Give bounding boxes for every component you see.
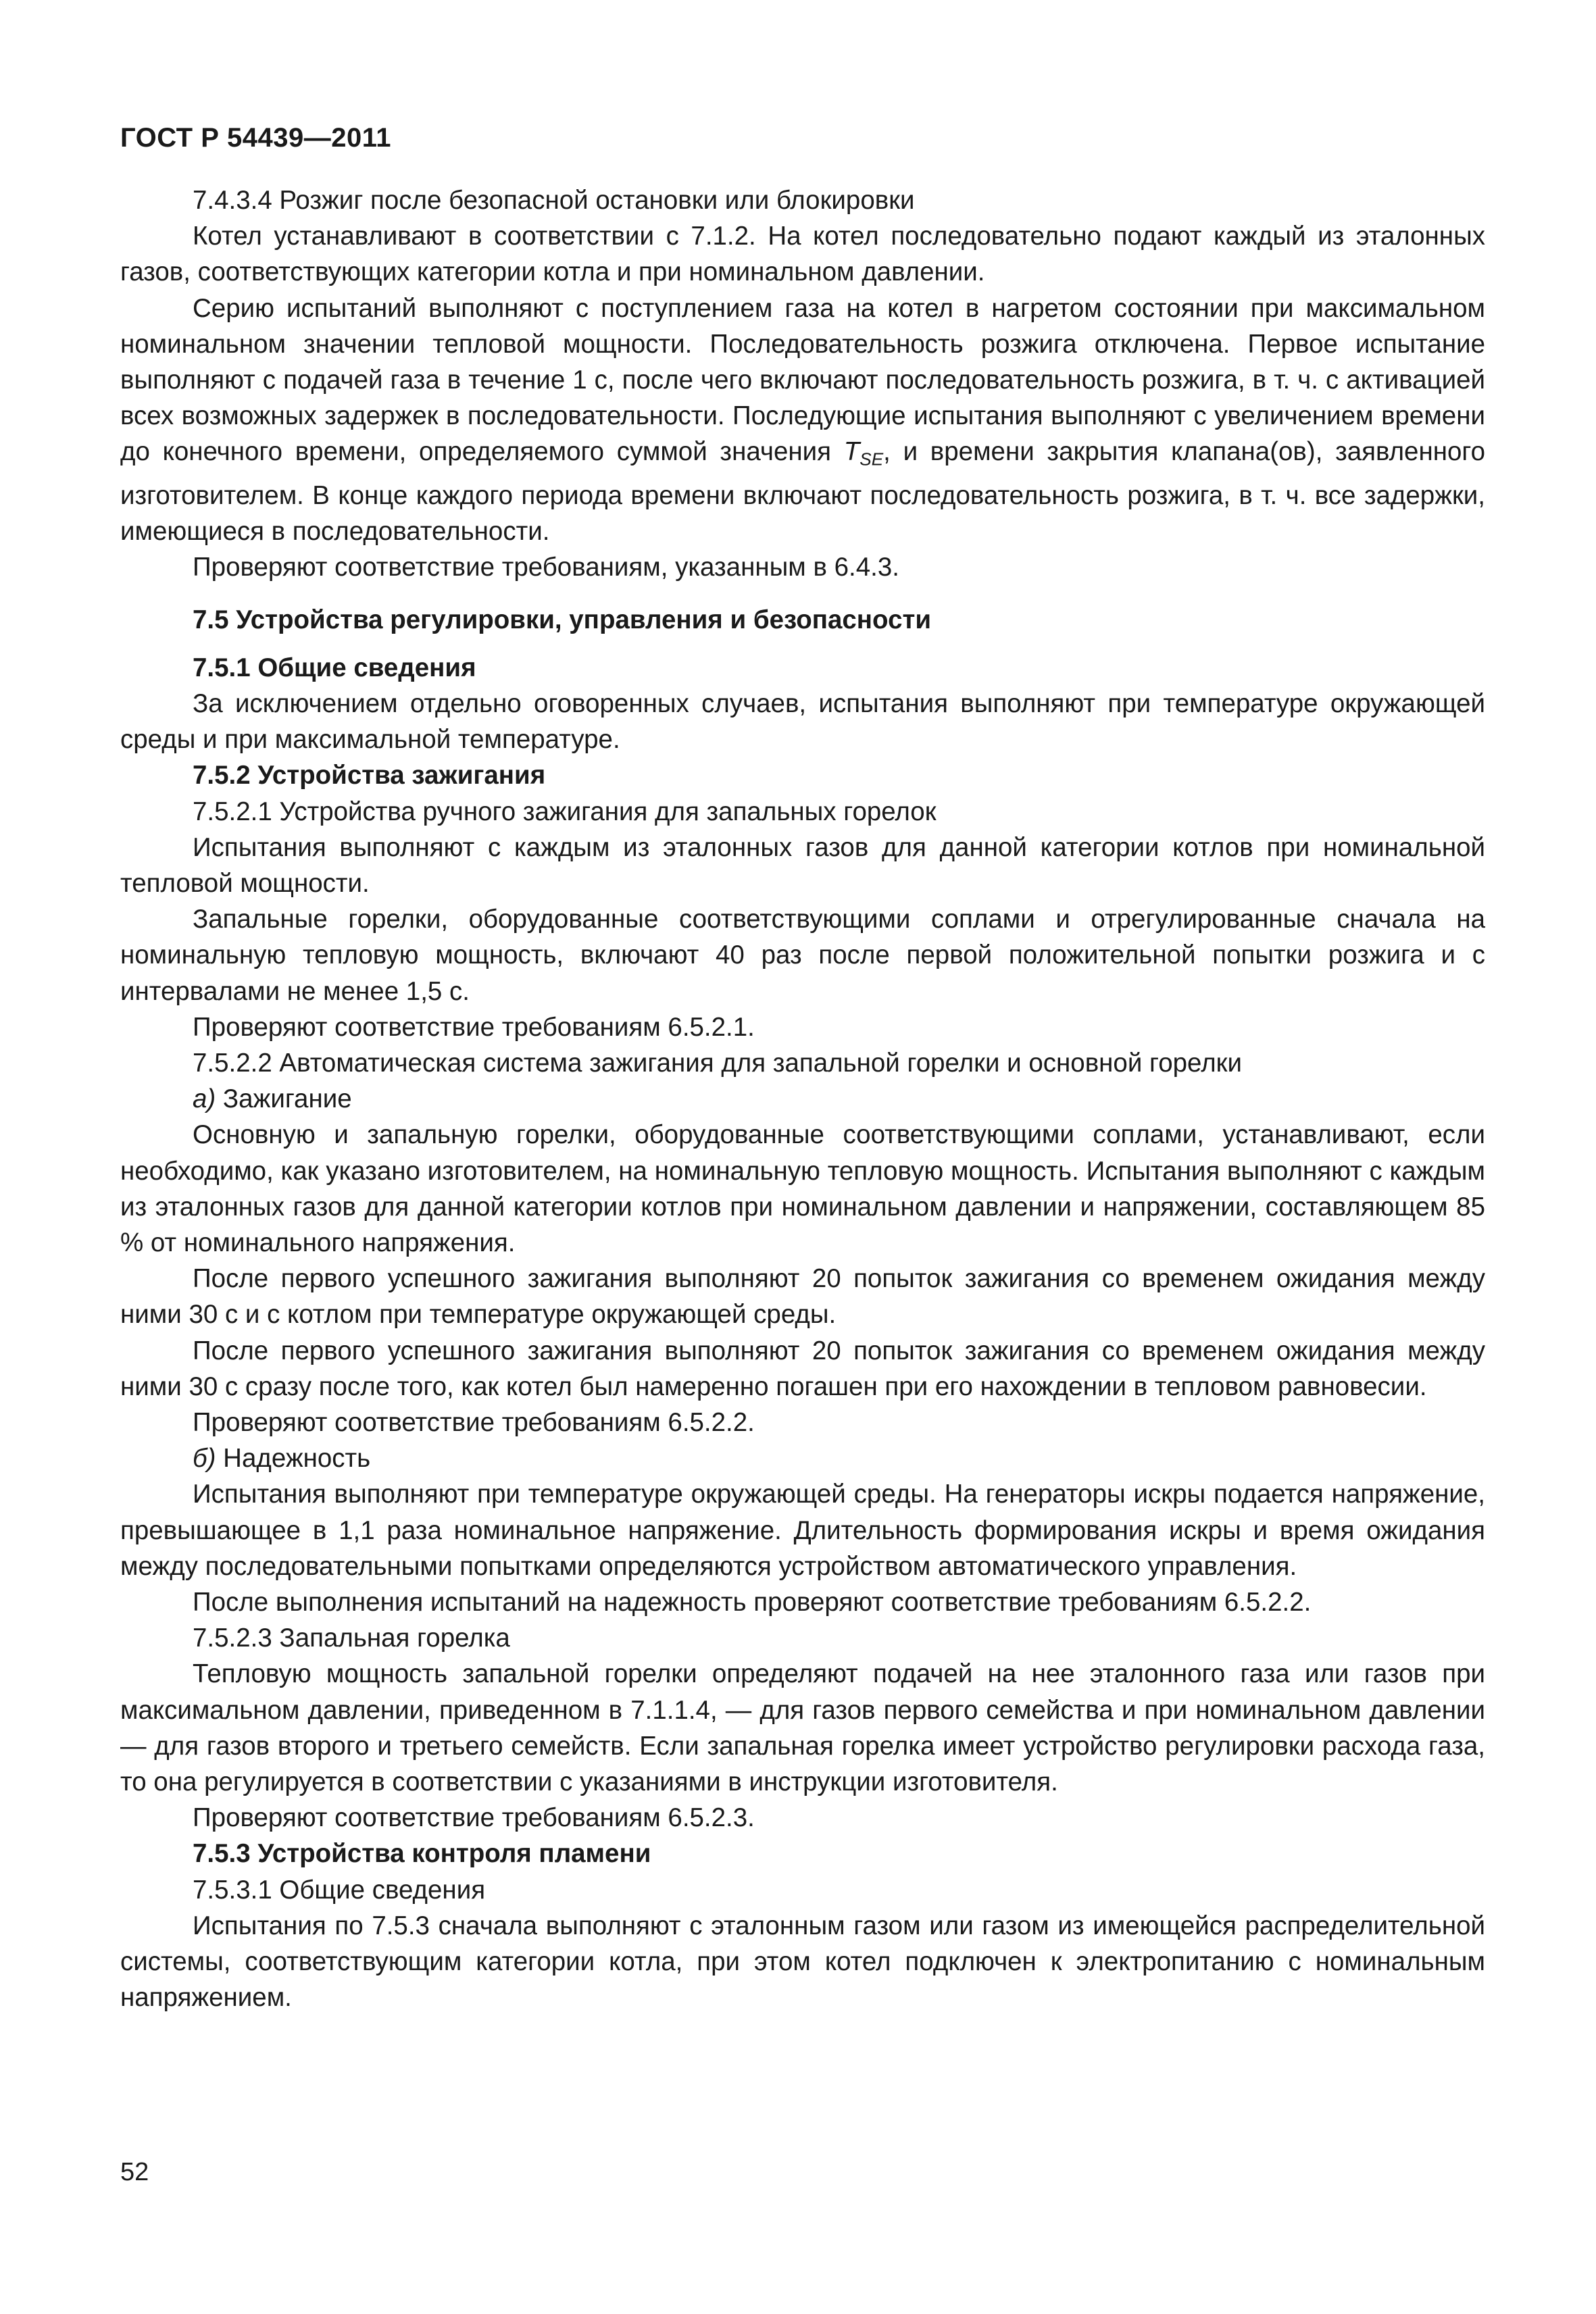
paragraph: Запальные горелки, оборудованные соответствующими соплами и отрегулированные сначала на номинальную тепловую мощность, включают 40 раз после первой положительной попытки розжига и с интервалами не менее 1,5 с.	[120, 905, 1485, 1006]
clause-7-4-3-4-title: 7.4.3.4 Розжиг после безопасной остановки или блокировки	[193, 186, 915, 215]
paragraph: После выполнения испытаний на надежность проверяют соответствие требованиям 6.5.2.2.	[193, 1588, 1312, 1617]
paragraph: Основную и запальную горелки, оборудованные соответствующими соплами, устанавливают, если необходимо, как указано изготовителем, на номинальную тепловую мощность. Испытания выполняют с каждым из эталонных газов для данной категории котлов при номинальном давлении и напряжении, составляющем 85 % от номинального напряжения.	[120, 1120, 1485, 1258]
section-7-5-1-heading: 7.5.1 Общие сведения	[193, 653, 476, 682]
clause-7-5-2-3-title: 7.5.2.3 Запальная горелка	[193, 1624, 510, 1653]
standard-header: ГОСТ Р 54439—2011	[120, 123, 391, 153]
section-7-5-2-heading: 7.5.2 Устройства зажигания	[193, 761, 546, 790]
paragraph: Испытания выполняют при температуре окружающей среды. На генераторы искры подается напряжение, превышающее в 1,1 раза номинальное напряжение. Длительность формирования искры и время ожидания между последовательными попытками определяются устройством автоматического управления.	[120, 1480, 1485, 1581]
page-number: 52	[120, 2158, 149, 2186]
list-item-reliability	[120, 1440, 1485, 1476]
paragraph: Испытания по 7.5.3 сначала выполняют с эталонным газом или газом из имеющейся распределительной системы, соответствующим категории котла, при этом котел подключен к электропитанию с номинальным напряжением.	[120, 1911, 1485, 2013]
paragraph: Котел устанавливают в соответствии с 7.1.2. На котел последовательно подают каждый из эталонных газов, соответствующих категории котла и при номинальном давлении.	[120, 222, 1485, 287]
paragraph: Проверяют соответствие требованиям, указанным в 6.4.3.	[193, 553, 899, 582]
document-page	[120, 122, 1485, 2015]
paragraph: Проверяют соответствие требованиям 6.5.2.3.	[193, 1803, 755, 1833]
paragraph: Проверяют соответствие требованиям 6.5.2.2.	[193, 1408, 755, 1438]
list-item-ignition	[120, 1081, 1485, 1117]
clause-7-5-2-2-title: 7.5.2.2 Автоматическая система зажигания для запальной горелки и основной горелки	[193, 1049, 1243, 1078]
clause-7-5-2-1-title: 7.5.2.1 Устройства ручного зажигания для запальных горелок	[193, 797, 937, 826]
clause-7-5-3-1-title: 7.5.3.1 Общие сведения	[193, 1875, 486, 1905]
list-marker: а)	[193, 1084, 216, 1114]
paragraph: Испытания выполняют с каждым из эталонных газов для данной категории котлов при номинальной тепловой мощности.	[120, 832, 1485, 898]
list-item-label: Надежность	[216, 1444, 371, 1474]
paragraph: За исключением отдельно оговоренных случаев, испытания выполняют при температуре окружающей среды и при максимальной температуре.	[120, 688, 1485, 755]
section-7-5-heading: 7.5 Устройства регулировки, управления и безопасности	[193, 605, 932, 634]
paragraph: Тепловую мощность запальной горелки определяют подачей на нее эталонного газа или газов при максимальном давлении, приведенном в 7.1.1.4, — для газов первого семейства и при номинальном давлении — для газов второго и третьего семейств. Если запальная горелка имеет устройство регулировки расхода газа, то она регулируется в соответствии с указаниями в инструкции изготовителя.	[120, 1659, 1485, 1797]
paragraph: Проверяют соответствие требованиям 6.5.2.1.	[193, 1012, 755, 1042]
list-item-label: Зажигание	[216, 1084, 352, 1114]
section-7-5-3-heading: 7.5.3 Устройства контроля пламени	[193, 1839, 651, 1869]
symbol-t: T	[843, 437, 860, 467]
paragraph-text: Серию испытаний выполняют с поступлением газа на котел в нагретом состоянии при максимальном номинальном значении тепловой мощности. Последовательность розжига отключена. Первое испытание выполняют с подачей газа в течение 1 с, после чего включают последовательность розжига, в т. ч. с активацией всех возможных задержек в последовательности. Последующие испытания выполняют с увеличением времени до конечного времени, определяемого суммой значения	[120, 293, 1485, 467]
symbol-subscript-se: SE	[859, 449, 884, 470]
paragraph-test-series	[120, 291, 1485, 550]
list-marker: б)	[193, 1444, 216, 1474]
paragraph: После первого успешного зажигания выполняют 20 попыток зажигания со временем ожидания между ними 30 с и с котлом при температуре окружающей среды.	[120, 1264, 1485, 1330]
paragraph-text: , и времени закрытия клапана(ов), заявленного изготовителем. В конце каждого периода времени включают последовательность розжига, в т. ч. все задержки, имеющиеся в последовательности.	[120, 437, 1486, 547]
paragraph: После первого успешного зажигания выполняют 20 попыток зажигания со временем ожидания между ними 30 с сразу после того, как котел был намеренно погашен при его нахождении в тепловом равновесии.	[120, 1336, 1485, 1401]
